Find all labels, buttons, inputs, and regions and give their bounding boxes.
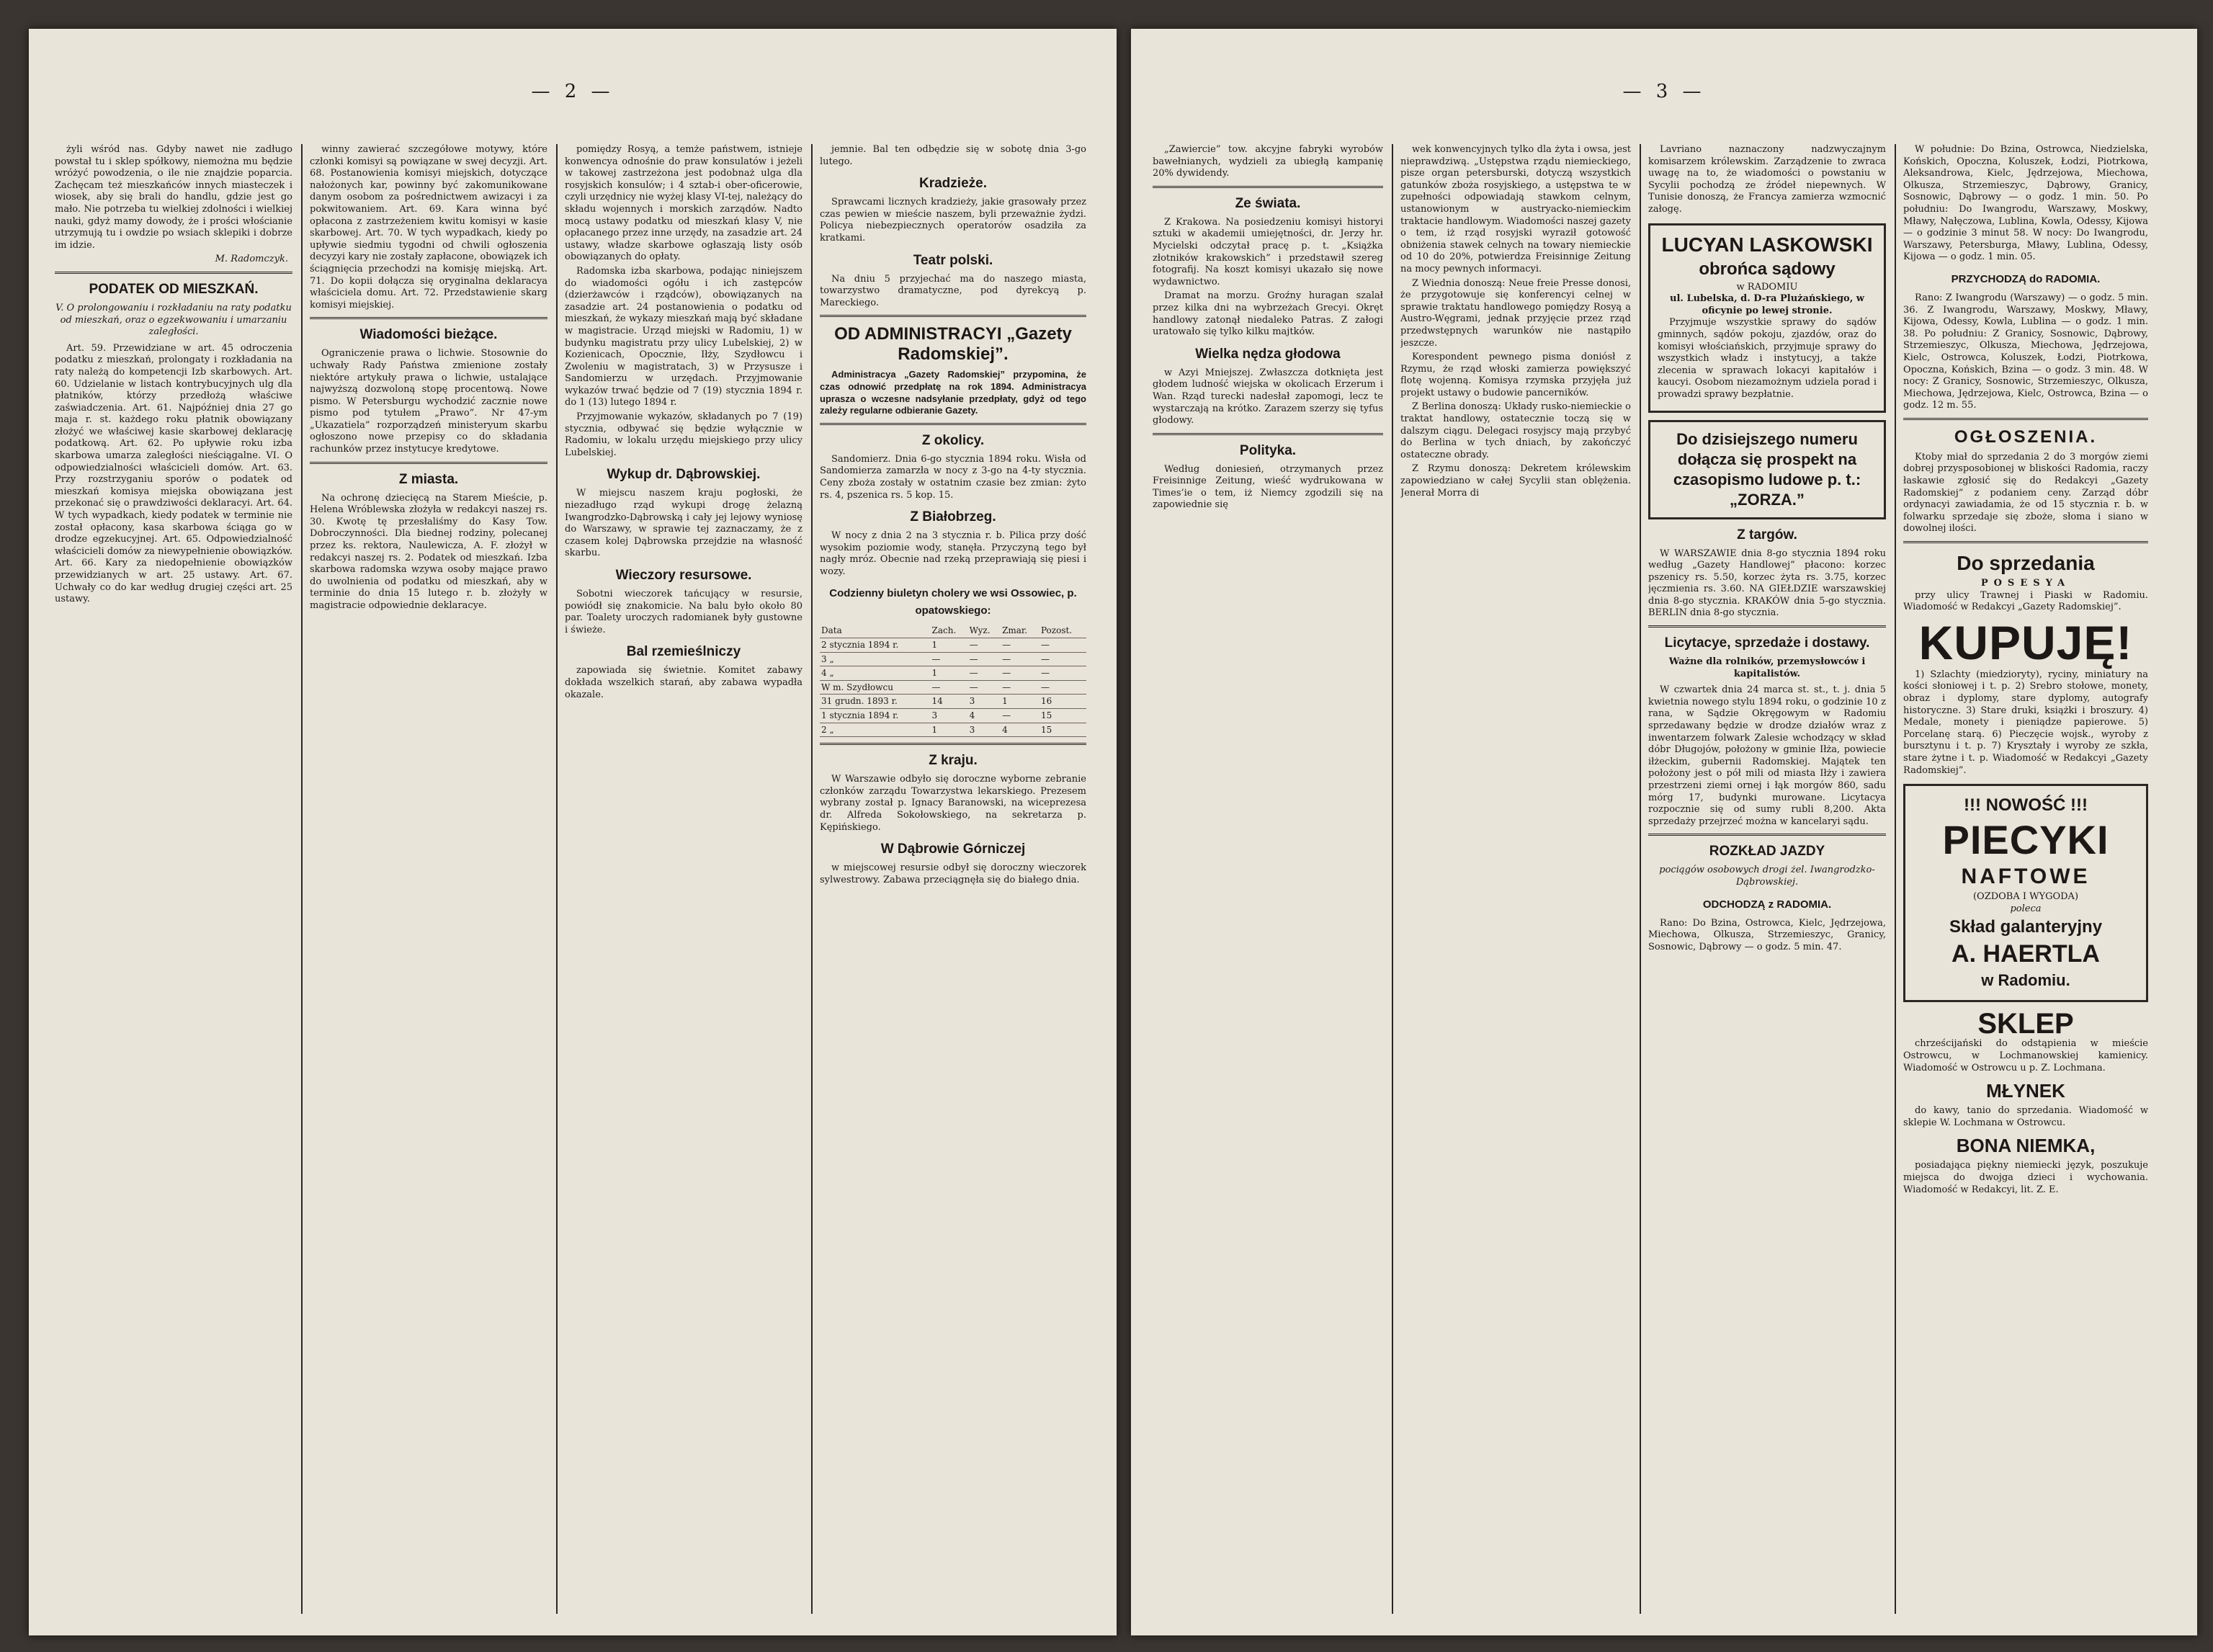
article-text: W nocy z dnia 2 na 3 stycznia r. b. Pilica przy dość wysokim poziomie wody, stanęła. Przyczyną tego był nagły mróz. Obecnie nad rzeką przeprawiają się piesi i wozy. bbox=[820, 530, 1086, 577]
ad-title: obrońca sądowy bbox=[1699, 259, 1836, 279]
article-text: w Azyi Mniejszej. Zwłaszcza dotknięta jest głodem ludność wiejska w okolicach Erzerum i Wan. Rząd turecki nadesłał zapomogi, lecz te wystarczają na krótko. Zarazem szerzy się tyfus głodowy. bbox=[1153, 367, 1383, 427]
column-2 bbox=[310, 144, 547, 1614]
table-cell: 14 bbox=[931, 695, 968, 709]
table-cell: 15 bbox=[1040, 709, 1086, 723]
column-rule bbox=[301, 144, 303, 1614]
article-text: Według doniesień, otrzymanych przez Freisinnige Zeitung, wieść wydrukowana w Times’ie o tem, iż Niemcy zgodzili się na zapowiednie się bbox=[1153, 463, 1383, 511]
table-header-cell: Data bbox=[820, 624, 931, 638]
table-row bbox=[820, 680, 1086, 695]
table-cell: 4 bbox=[1001, 723, 1040, 737]
section-heading: Z kraju. bbox=[929, 753, 978, 769]
table-row bbox=[820, 666, 1086, 681]
article-text: Z Krakowa. Na posiedzeniu komisyi historyi sztuki w akademii umiejętności, dr. Jerzy hr. Mycielski odczytał pracę p. t. „Książka złotników krakowskich” i przedstawił szereg fotografij. Na koszt komisyi ukazało się nowe wydawnictwo. bbox=[1153, 216, 1383, 287]
table-cell: 15 bbox=[1040, 723, 1086, 737]
ad-text: do kawy, tanio do sprzedania. Wiadomość w sklepie W. Lochmana w Ostrowcu. bbox=[1903, 1105, 2148, 1128]
article-text: Dramat na morzu. Groźny huragan szalał przez kilka dni na wybrzeżach Grecyi. Okręt handlowy zatonął niedaleko Patras. Z załogi uratowało się tylko kilku majtków. bbox=[1153, 290, 1383, 338]
table-cell: 1 bbox=[931, 666, 968, 681]
article-text: „Zawiercie” tow. akcyjne fabryki wyrobów bawełnianych, wydzieli za ubiegłą kampanię 20% dywidendy. bbox=[1153, 144, 1383, 179]
separator bbox=[1903, 418, 2148, 420]
article-text: Sobotni wieczorek tańcujący w resursie, powiódł się znakomicie. Na balu było około 80 par. Toalety uroczych radomianek były gustowne i świeże. bbox=[565, 589, 803, 635]
article-text: Lavriano naznaczony nadzwyczajnym komisarzem królewskim. Zarządzenie to zwraca uwagę na to, że wiadomości o powstaniu w Sycylii pochodzą ze źródeł niepewnych. W Tunisie donoszą, że Francya zamierza wzmocnić załogę. bbox=[1648, 144, 1886, 215]
table-row bbox=[820, 652, 1086, 666]
table-cell: — bbox=[968, 666, 1001, 681]
article-text: Sprawcami licznych kradzieży, jakie grasowały przez czas pewien w mieście naszem, byli przeważnie żydzi. Policya niebezpiecznych operatorów osadziła za kratkami. bbox=[820, 197, 1086, 244]
table-cell: 3 „ bbox=[820, 652, 931, 666]
column-rule bbox=[1895, 144, 1896, 1614]
section-heading: Z miasta. bbox=[398, 471, 459, 487]
section-heading: Z okolicy. bbox=[921, 432, 985, 448]
article-text: Przyjmowanie wykazów, składanych po 7 (19) stycznia, odbywać się będzie wyłącznie w Radomiu, w lokalu urzędu miejskiego przy ulicy Lubelskiej. bbox=[565, 411, 803, 458]
article-subheading: V. O prolongowaniu i rozkładaniu na raty podatku od mieszkań, oraz o egzekwowaniu i umarzaniu zaległości. bbox=[55, 302, 292, 338]
separator bbox=[820, 743, 1086, 745]
ad-text: poleca bbox=[2010, 903, 2042, 914]
article-text: w miejscowej resursie odbył się doroczny wieczorek sylwestrowy. Zabawa przeciągnęła się do białego dnia. bbox=[820, 862, 1086, 885]
ad-note: (OZDOBA I WYGODA) bbox=[1972, 891, 2079, 903]
separator bbox=[310, 462, 547, 464]
article-text: zapowiada się świetnie. Komitet zabawy dokłada wszelkich starań, aby zabawa wypadła okazale. bbox=[565, 665, 803, 700]
timetable-text: Rano: Do Bzina, Ostrowca, Kielc, Jędrzejowa, Miechowa, Olkusza, Strzemieszyc, Granicy, Sosnowic, Dąbrowy — o godz. 5 min. 47. bbox=[1648, 917, 1886, 952]
column-rule bbox=[1640, 144, 1641, 1614]
ad-city: w RADOMIU bbox=[1736, 281, 1798, 293]
ad-title: PIECYKI bbox=[1942, 817, 2109, 863]
ad-store: Skład galanteryjny bbox=[1949, 917, 2103, 937]
administration-notice-text: Administracya „Gazety Radomskiej” przypomina, że czas odnowić przedpłatę na rok 1894. Administracya uprasza o wczesne nadsyłanie przedpłaty, gdyż od tego zależy regularne odbieranie Gazety. bbox=[820, 369, 1086, 416]
article-text: żyli wśród nas. Gdyby nawet nie zadługo powstał tu i sklep spółkowy, niemożna mu będzie wróżyć powodzenia, o ile nie znajdzie poparcia. Zachęcam też mieszkańców innych miasteczek i wiosek, aby się brali do handlu, gdzie jest go mało. Nie potrzeba tu wielkiej zdolności i wielkiej nauki, gdyż mamy dowody, że i prości włościanie utrzymują tu i owdzie po wsiach sklepiki i dobrze im idzie. bbox=[55, 144, 292, 251]
table-cell: 1 bbox=[1001, 695, 1040, 709]
article-text: Na ochronę dziecięcą na Starem Mieście, p. Helena Wróblewska złożyła w redakcyi naszej rs. 30. Kwotę tę przesłaliśmy do Kasy Tow. Dobroczynności. Dla biednej rodziny, polecanej przez ks. rektora, Naulewicza, A. F. złożył w redakcyi naszej rs. 2. Podatek od mieszkań. Izba skarbowa radomska wzywa osoby mające prawo do uwolnienia od podatku od mieszkań, aby w terminie do dnia 15 lutego r. b. złożyły w magistracie odpowiednie deklaracye. bbox=[310, 492, 547, 611]
table-cell: 4 „ bbox=[820, 666, 931, 681]
timetable-heading: ROZKŁAD JAZDY bbox=[1709, 844, 1825, 860]
ad-title: MŁYNEK bbox=[1986, 1080, 2065, 1102]
table-row bbox=[820, 723, 1086, 737]
article-text: Z Wiednia donoszą: Neue freie Presse donosi, że przygotowuje się konferencyi celnej w sprawie traktatu handlowego pomiędzy Rosyą a Austro-Węgrami, jednak przyjęcie przez rząd przedwstępnych warunków nie nastąpiło jeszcze. bbox=[1400, 277, 1631, 349]
article-text: Z Rzymu donoszą: Dekretem królewskim zapowiedziano w całej Sycylii stan oblężenia. Jenerał Morra di bbox=[1400, 463, 1631, 499]
table-header-row bbox=[820, 624, 1086, 638]
separator bbox=[310, 317, 547, 319]
table-cell: 16 bbox=[1040, 695, 1086, 709]
table-cell: — bbox=[1040, 652, 1086, 666]
timetable-text: Rano: Z Iwangrodu (Warszawy) — o godz. 5 min. 36. Z Iwangrodu, Warszawy, Moskwy, Mławy, Kijowa, Odessy, Kowla, Lublina — o godz. 1 min. 38. Po południu: Z Granicy, Sosnowic, Dąbrowy, Strzemieszyc, Olkusza, Miechowa, Jędrzejowa, Kielc, Ostrowca, Koluszek, Łodzi, Piotrkowa, Opoczna, Końskich, Bzina — o godz. 3 min. 48. W nocy: Z Granicy, Sosnowic, Strzemieszyc, Olkusza, Miechowa, Jędrzejowa, Kielc, Ostrowca, Bzina — o godz. 12 m. 55. bbox=[1903, 292, 2148, 411]
article-text: W miejscu naszem kraju pogłoski, że niezadługo rząd wykupi drogę żelazną Iwangrodzko-Dąbrowską i cały jej lejowy wyniosę do Warszawy, w sprawie tej zaznaczamy, że z czasem kolej Dąbrowska przejdzie na własność skarbu. bbox=[565, 488, 803, 559]
article-text: Korespondent pewnego pisma doniósł z Rzymu, że rząd włoski zamierza powiększyć flotę wojenną. Komisya rzymska przyjęła już projekt ustawy o budowie pancerników. bbox=[1400, 352, 1631, 398]
timetable-departures-heading: ODCHODZĄ z RADOMIA. bbox=[1702, 898, 1832, 911]
table-cell: 2 „ bbox=[820, 723, 931, 737]
table-header-cell: Wyz. bbox=[968, 624, 1001, 638]
article-text: Art. 59. Przewidziane w art. 45 odroczenia podatku z mieszkań, prolongaty i rozkładania na raty należą do kompetencji Izb skarbowych. Art. 60. Udzielanie w listach kontrybucyjnych ulg dla płatników, którzy przedłożą właściwe zaświadczenia. Art. 61. Najpóźniej dnia 27 go maja r. st. każdego roku płatnik obowiązany złożyć we właściwej kasie skarbowej deklarację podatkową. Art. 62. Po upływie roku izba skarbowa umarza zaległości nieściągalne. VI. O odpowiedzialności właścicieli domów. Art. 63. Przy rozstrzyganiu sporów o podatek od mieszkań komisya miejska obowiązana jest przekonać się o prawdziwości deklaracyi. Art. 64. W tych wypadkach, kiedy podatek w terminie nie został opłacony, kasa skarbowa ściąga go w drodze egzekucyjnej. Art. 65. Odpowiedzialność właścicieli domów za niewypełnienie obowiązków. Art. 66. Kary za niedopełnienie obowiązków przewidzianych w art. 25 ustawy. Art. 67. Uchwały co do kar według drugiej części art. 25 ustawy. bbox=[55, 342, 292, 605]
separator bbox=[1648, 834, 1886, 836]
page-2 bbox=[29, 29, 1117, 1635]
ad-address: ul. Lubelska, d. D-ra Plużańskiego, w oficynie po lewej stronie. bbox=[1670, 293, 1864, 316]
column-4 bbox=[1903, 144, 2148, 1614]
separator bbox=[820, 423, 1086, 425]
kerosene-stove-advertisement bbox=[1903, 784, 2148, 1002]
separator bbox=[1153, 186, 1383, 188]
table-cell: — bbox=[1001, 709, 1040, 723]
table-cell: — bbox=[968, 638, 1001, 653]
table-row bbox=[820, 695, 1086, 709]
article-heading: W Dąbrowie Górniczej bbox=[880, 841, 1026, 857]
auction-text: W czwartek dnia 24 marca st. st., t. j. dnia 5 kwietnia nowego stylu 1894 roku, o godzinie 10 z rana, w Sądzie Okręgowym w Radomiu sprzedawany będzie w drodze działów wraz z inwentarzem folwark Zalesie wchodzący w skład dóbr Długojów, położony w gminie Iłża, powiecie iłżeckim, gubernii Radomskiej. Majątek ten położony jest o pół mili od miasta Iłży i zawiera przestrzeni ziemi ornej i łąk morgów 860, sadu mórg 17, budynki murowane. Licytacya rozpocznie się od sumy rubli 8,200. Akta sprzedaży przejrzeć można w kancelaryi sądu. bbox=[1648, 684, 1886, 827]
timetable-text: W południe: Do Bzina, Ostrowca, Niedzielska, Końskich, Opoczna, Koluszek, Łodzi, Piotrkowa, Aleksandrowa, Kielc, Jędrzejowa, Miechowa, Olkusza, Strzemieszyc, Dąbrowy, Granicy, Sosnowic, Dąbrowy — o godz. 1 min. 50. Po południu: Do Iwangrodu, Warszawy, Moskwy, Mławy, Nałęczowa, Lublina, Kowla, Odessy, Kijowa — o godzinie 3 minut 58. W nocy: Do Iwangrodu, Warszawy, Petersburga, Mławy, Lublina, Odessy, Kijowa — o godz. 1 min. 05. bbox=[1903, 144, 2148, 263]
bulletin-title: Codzienny biuletyn cholery we wsi Ossowiec, p. opatowskiego: bbox=[829, 587, 1077, 617]
timetable-subheading: pociągów osobowych drogi żel. Iwangrodzko-Dąbrowskiej. bbox=[1659, 865, 1875, 888]
page-number: — 3 — bbox=[1622, 81, 1706, 102]
article-text: jemnie. Bal ten odbędzie się w sobotę dnia 3-go lutego. bbox=[820, 144, 1086, 167]
article-text: Sandomierz. Dnia 6-go stycznia 1894 roku. Wisła od Sandomierza zamarzła w nocy z 3-go na 4-ty stycznia. Ceny zboża zostały w ostatnim czasie bez zmian: żyto rs. 4, pszenica rs. 5 kop. 15. bbox=[820, 453, 1086, 501]
market-report: W WARSZAWIE dnia 8-go stycznia 1894 roku według „Gazety Handlowej” płacono: korzec pszenicy rs. 5.50, korzec żyta rs. 3.75, korzec jęczmienia rs. 3.60. NA GIEŁDZIE warszawskiej dnia 8-go stycznia. KRAKÓW dnia 5-go stycznia. BERLIN dnia 8-go stycznia. bbox=[1648, 548, 1886, 619]
table-cell: — bbox=[1001, 652, 1040, 666]
ad-name: LUCYAN LASKOWSKI bbox=[1661, 233, 1873, 256]
table-header-cell: Pozost. bbox=[1040, 624, 1086, 638]
ad-owner: A. HAERTLA bbox=[1952, 940, 2100, 968]
column-1 bbox=[1153, 144, 1383, 1614]
article-heading: Bal rzemieślniczy bbox=[626, 644, 741, 660]
table-cell: — bbox=[1001, 638, 1040, 653]
column-3 bbox=[565, 144, 803, 1614]
supplement-notice bbox=[1648, 420, 1886, 519]
article-text: Na dniu 5 przyjechać ma do naszego miasta, towarzystwo dramatyczne, pod dyrekcyą p. Mareckiego. bbox=[820, 273, 1086, 308]
ad-text: chrześcijański do odstąpienia w mieście Ostrowcu, w Lochmanowskiej kamienicy. Wiadomość w Ostrowcu u p. Z. Lochmana. bbox=[1903, 1038, 2148, 1073]
article-heading: Teatr polski. bbox=[913, 252, 993, 268]
article-signature: M. Radomczyk. bbox=[215, 254, 288, 265]
table-cell: W m. Szydłowcu bbox=[820, 680, 931, 695]
article-heading: PODATEK OD MIESZKAŃ. bbox=[89, 281, 259, 297]
table-cell: — bbox=[1040, 666, 1086, 681]
table-cell: 3 bbox=[931, 709, 968, 723]
article-heading: Wielka nędza głodowa bbox=[1195, 346, 1341, 362]
column-4 bbox=[820, 144, 1086, 1614]
ad-title: KUPUJĘ! bbox=[1918, 615, 2133, 669]
lawyer-advertisement bbox=[1648, 223, 1886, 413]
table-cell: — bbox=[931, 680, 968, 695]
ad-subtitle: POSESYA bbox=[1980, 578, 2071, 589]
table-cell: — bbox=[1040, 638, 1086, 653]
separator bbox=[820, 315, 1086, 317]
table-cell: 3 bbox=[968, 695, 1001, 709]
article-text: Radomska izba skarbowa, podając niniejszem do wiadomości ogółu i ich zastępców (dzierżawców i rządców), obowiązanych na zasadzie art. 24 postanowienia o podatku od mieszkań, że wykazy mieszkań mają być składane w magistracie. Urząd miejski w Radomiu, 1) w budynku magistratu przy ulicy Lubelskiej, 2) w Kozienicach, Opocznie, Iłży, Szydłowcu i Zwoleniu w magistratach, 3) w Przysusze i Sandomierzu w urzędach. Przyjmowanie wykazów trwać będzie od 7 (19) stycznia 1894 r. do 1 (13) lutego 1894 r. bbox=[565, 265, 803, 408]
article-heading: Kradzieże. bbox=[919, 176, 987, 192]
ad-text: posiadająca piękny niemiecki język, poszukuje miejsca do dwojga dzieci i wychowania. Wiadomość w Redakcyi, lit. Z. E. bbox=[1903, 1160, 2148, 1195]
classified-text: Ktoby miał do sprzedania 2 do 3 morgów ziemi dobrej przysposobionej w bliskości Radomia, raczy łaskawie zgłosić się do Redakcyi „Gazety Radomskiej” z podaniem ceny. Zarząd dóbr ordynacyi zawiadamia, że od 15 stycznia r. b. w folwarku sprzedaje się zboże, słoma i siano w dowolnej ilości. bbox=[1903, 451, 2148, 535]
article-heading: Wieczory resursowe. bbox=[615, 568, 752, 583]
ad-banner: !!! NOWOŚĆ !!! bbox=[1964, 795, 2088, 816]
table-header-cell: Zach. bbox=[931, 624, 968, 638]
table-cell: 1 bbox=[931, 638, 968, 653]
article-text: Ograniczenie prawa o lichwie. Stosownie do uchwały Rady Państwa zmienione zostały niektóre artykuły prawa o lichwie, ustalające najwyższą dozwoloną stopę procentową. Nowe pismo. W Petersburgu wychodzić zacznie nowe pismo pod tytułem „Prawo”. Nr 47-ym „Ukazatiela” rozporządzeń ministeryum skarbu ogłoszono nowe przepisy co do składania rachunków przez instytucye kredytowe. bbox=[310, 348, 547, 455]
table-cell: 31 grudn. 1893 r. bbox=[820, 695, 931, 709]
page-3 bbox=[1131, 29, 2197, 1635]
column-3 bbox=[1648, 144, 1886, 1614]
ad-text: przy ulicy Trawnej i Piaski w Radomiu. Wiadomość w Redakcyi „Gazety Radomskiej”. bbox=[1903, 589, 2148, 613]
ad-city: w Radomiu. bbox=[1981, 971, 2070, 990]
table-header-cell: Zmar. bbox=[1001, 624, 1040, 638]
table-row bbox=[820, 638, 1086, 653]
separator bbox=[1648, 625, 1886, 628]
article-text: wek konwencyjnych tylko dla żyta i owsa, jest nieprawdziwą. „Ustępstwa rządu niemieckiego, pisze organ petersburski, dotyczą wszystkich gatunków zboża rosyjskiego, a ustępstwa te w zupełności odpowiadają stawkom celnym, ustanowionym w austryacko-niemieckim traktacie handlowym. Wiadomości naszej gazety o tem, iż rząd rosyjski wyraził gotowość obniżenia stawek celnych na towary niemieckie od 10 do 20%, potwierdza Freisinnige Zeitung na mocy pewnych informacyi. bbox=[1400, 144, 1631, 274]
separator bbox=[1153, 433, 1383, 435]
separator bbox=[55, 272, 292, 274]
column-2 bbox=[1400, 144, 1631, 1614]
ad-title: Do sprzedania bbox=[1957, 552, 2095, 575]
section-heading: Polityka. bbox=[1239, 442, 1297, 458]
column-rule bbox=[556, 144, 558, 1614]
article-heading: Wykup dr. Dąbrowskiej. bbox=[607, 467, 761, 483]
table-cell: — bbox=[1040, 680, 1086, 695]
table-cell: — bbox=[1001, 680, 1040, 695]
cholera-bulletin-table bbox=[820, 624, 1086, 737]
table-cell: 1 bbox=[931, 723, 968, 737]
section-heading: Licytacye, sprzedaże i dostawy. bbox=[1664, 635, 1870, 651]
article-text: W Warszawie odbyło się doroczne wyborne zebranie członków zarządu Towarzystwa lekarskiego. Prezesem wybrany został p. Ignacy Baranowski, na wiceprezesa dr. Alfreda Sokołowskiego, na sekretarza p. Kępińskiego. bbox=[820, 774, 1086, 833]
section-heading: OGŁOSZENIA. bbox=[1954, 427, 2098, 447]
section-heading: Wiadomości bieżące. bbox=[359, 327, 498, 343]
ad-title: BONA NIEMKA, bbox=[1956, 1135, 2096, 1157]
column-1 bbox=[55, 144, 292, 1614]
table-cell: 2 stycznia 1894 r. bbox=[820, 638, 931, 653]
section-subheading: Ważne dla rolników, przemysłowców i kapitalistów. bbox=[1668, 656, 1866, 679]
section-heading: Ze świata. bbox=[1235, 195, 1301, 211]
article-text: winny zawierać szczegółowe motywy, które członki komisyi są powiązane w swej decyzji. Art. 68. Postanowienia komisyi miejskich, dotyczące nałożonych kar, powinny być zakomunikowane danym osobom za pośrednictwem awizacyi i za pokwitowaniem. Art. 69. Kara winna być opłacona z zastrzeżeniem kwitu komisyi w kasie skarbowej. Art. 70. W tych wypadkach, kiedy po upływie siedmiu tygodni od chwili ogłoszenia decyzyi kary nie zostały zapłacone, obowiązek ich ściągnięcia przechodzi na komisję miejską. Art. 71. Do kopii dołącza się oryginalna deklaracya właściciela domu. Art. 72. Przedstawienie skarg komisyi miejskiej. bbox=[310, 144, 547, 311]
section-heading: Z targów. bbox=[1737, 527, 1797, 543]
table-cell: — bbox=[1001, 666, 1040, 681]
ad-text: 1) Szlachty (miedzioryty), ryciny, miniatury na kości słoniowej i t. p. 2) Srebro stołowe, monety, obraz i dyplomy, stare dyplomy, autografy historyczne. 3) Stare druki, książki i broszury. 4) Medale, monety i pieniądze papierowe. 5) Porcelanę starą. 6) Pieczęcie wojsk., wyroby z bursztynu i t. p. 7) Kryształy i wyroby ze szkła, stare żytne i t. p. Wiadomość w Redakcyi „Gazety Radomskiej”. bbox=[1903, 669, 2148, 776]
article-heading: Z Białobrzeg. bbox=[910, 509, 996, 525]
table-cell: — bbox=[968, 680, 1001, 695]
table-cell: 1 stycznia 1894 r. bbox=[820, 709, 931, 723]
page-number: — 2 — bbox=[531, 81, 614, 102]
timetable-arrivals-heading: PRZYCHODZĄ do RADOMIA. bbox=[1951, 272, 2101, 285]
ad-text: Przyjmuje wszystkie sprawy do sądów gminnych, sądów pokoju, zjazdów, oraz do komisyi włościańskich, przyjmuje sprawy do wszystkich władz i instytucyj, a także zlecenia w sprawach lokacyi kapitałów i kaucyi. Osobom niezamożnym udziela porad i prowadzi sprawy bezpłatnie. bbox=[1658, 317, 1877, 400]
ad-text: Do dzisiejszego numeru dołącza się prospekt na czasopismo ludowe p. t.: „ZORZA.” bbox=[1673, 429, 1861, 509]
administration-notice-title: OD ADMINISTRACYI „Gazety Radomskiej”. bbox=[834, 324, 1072, 365]
table-cell: — bbox=[968, 652, 1001, 666]
column-rule bbox=[811, 144, 813, 1614]
article-text: Z Berlina donoszą: Układy rusko-niemieckie o traktat handlowy, ostatecznie toczą się w dalszym ciągu. Delegaci rosyjscy mają przybyć do Berlina w tych dniach, by zakończyć ostateczne obrady. bbox=[1400, 401, 1631, 460]
column-rule bbox=[1392, 144, 1393, 1614]
table-row bbox=[820, 709, 1086, 723]
table-cell: — bbox=[931, 652, 968, 666]
ad-subtitle: NAFTOWE bbox=[1961, 865, 2091, 889]
ad-title: SKLEP bbox=[1977, 1008, 2074, 1040]
article-text: pomiędzy Rosyą, a temże państwem, istnieje konwencya odnośnie do praw konsulatów i jeżeli w takowej zastrzeżona jest podobnaż ulga dla rosyjskich konsulów; i 4 sztab-i ober-oficerowie, czyli urzędnicy nie wyżej klasy VI-tej, należący do składu wojennych i morskich zarządów. Nadto mocą ustawy podatku od mieszkań klasy V, nie opłacanego przez inne urzędy, na zasadzie art. 24 ustawy, władze skarbowe ogłaszają listy osób obowiązanych do opłaty. bbox=[565, 144, 803, 263]
table-cell: 3 bbox=[968, 723, 1001, 737]
table-cell: 4 bbox=[968, 709, 1001, 723]
separator bbox=[1903, 541, 2148, 543]
